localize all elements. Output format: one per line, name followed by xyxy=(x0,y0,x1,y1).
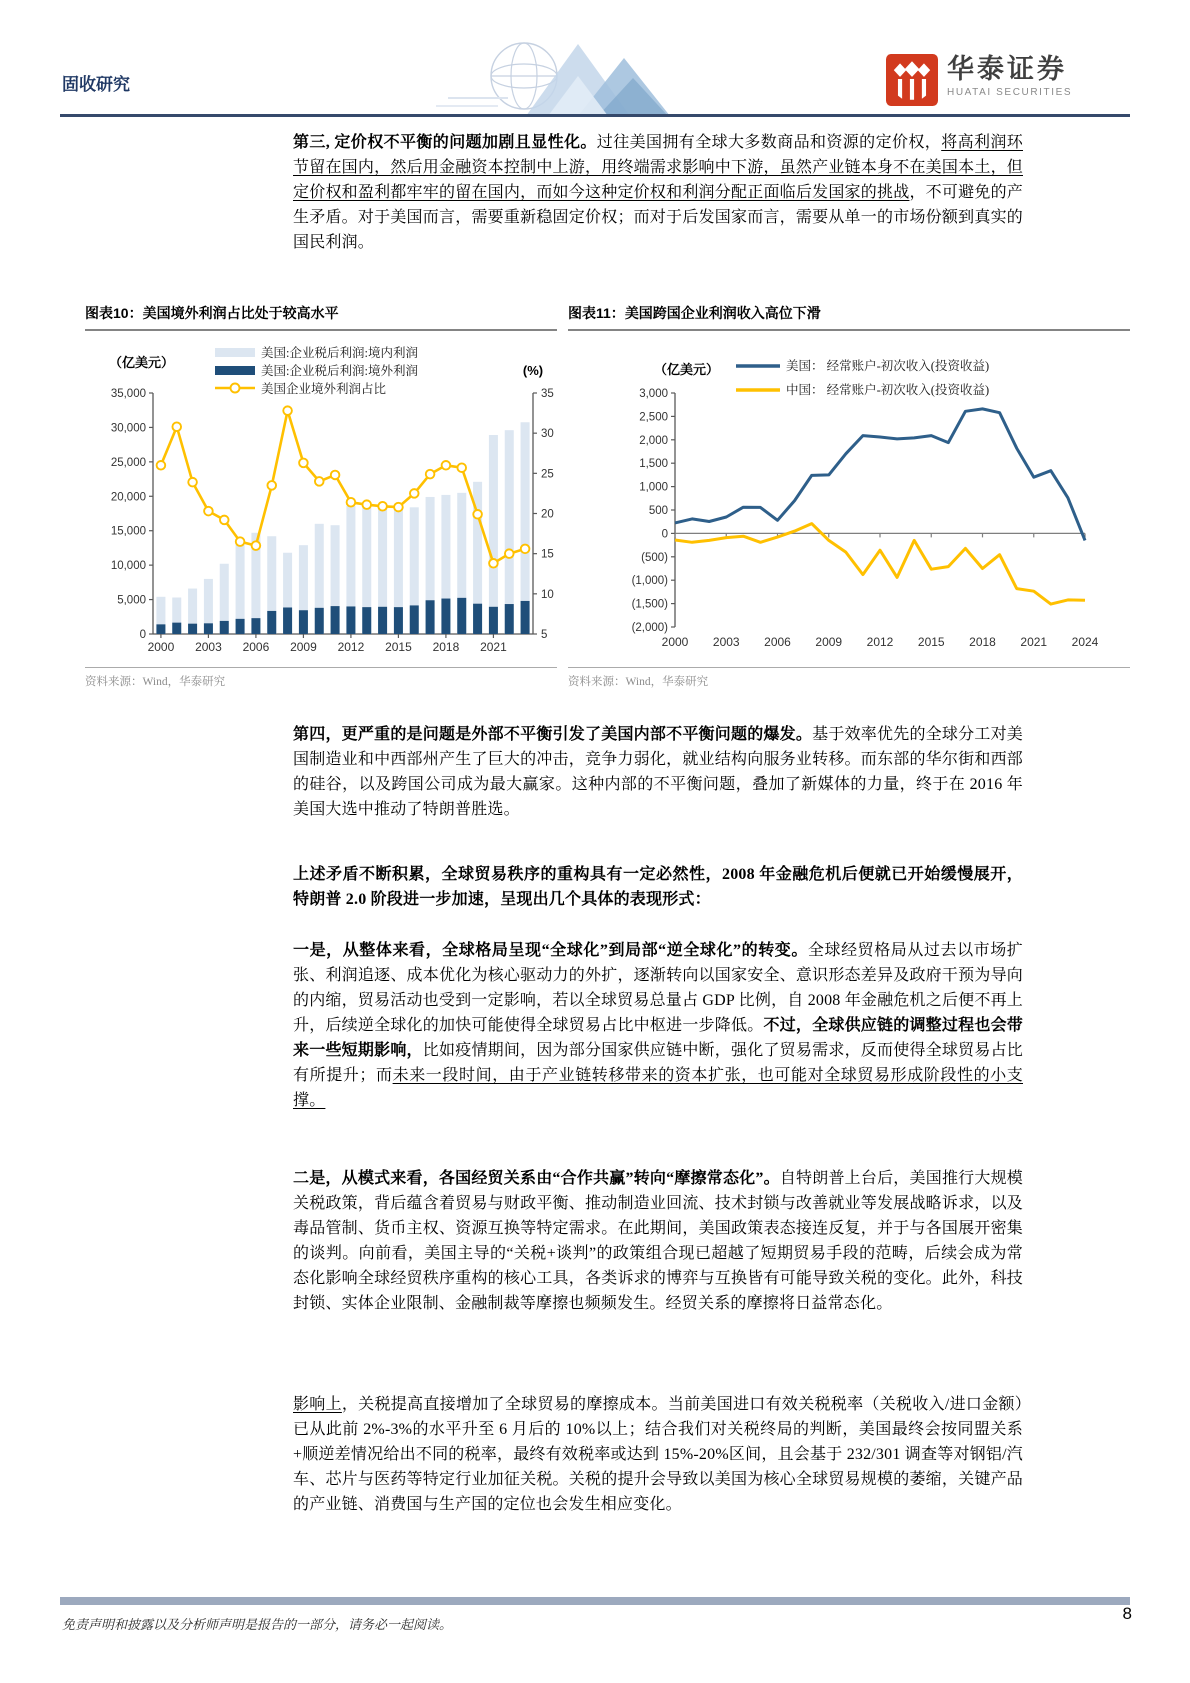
figure-10-chart xyxy=(85,331,557,667)
figure-10-label: 图表10： xyxy=(85,305,143,321)
svg-text:(2,000): (2,000) xyxy=(631,622,668,634)
figure-10-source: 资料来源：Wind，华泰研究 xyxy=(85,667,557,689)
svg-text:10,000: 10,000 xyxy=(110,560,146,573)
svg-text:2015: 2015 xyxy=(917,635,945,649)
paragraph-deglobalization xyxy=(293,938,1023,1113)
svg-text:2006: 2006 xyxy=(764,635,791,649)
svg-text:500: 500 xyxy=(648,505,668,517)
text-run: 第三, 定价权不平衡的问题加剧且显性化。 xyxy=(293,134,597,151)
report-category: 固收研究 xyxy=(62,75,130,94)
svg-text:5: 5 xyxy=(541,629,548,641)
svg-text:0: 0 xyxy=(661,528,668,541)
huatai-logo xyxy=(886,54,1072,106)
svg-text:25: 25 xyxy=(541,468,554,481)
svg-text:30,000: 30,000 xyxy=(110,422,146,435)
huatai-logo-icon xyxy=(886,54,938,106)
text-run: 第四，更严重的是问题是外部不平衡引发了美国内部不平衡问题的爆发。 xyxy=(293,726,813,743)
svg-text:2009: 2009 xyxy=(290,640,317,654)
figure-11-label: 图表11： xyxy=(568,305,625,321)
paragraph-trade-order-rebuild xyxy=(293,862,1023,912)
text-run: 影响上 xyxy=(293,1396,342,1413)
text-run: 未来一段时间，由于产业链转移带来的资本扩张，也可能对全球贸易形成阶段性的小支撑。 xyxy=(293,1067,1023,1109)
text-run: 过往美国拥有全球大多数商品和资源的定价权， xyxy=(596,134,942,151)
svg-text:1,500: 1,500 xyxy=(639,458,668,471)
svg-text:2012: 2012 xyxy=(866,635,894,649)
svg-text:10: 10 xyxy=(541,588,554,601)
svg-text:2024: 2024 xyxy=(1071,635,1099,649)
svg-text:美国:企业税后利润:境外利润: 美国:企业税后利润:境外利润 xyxy=(261,364,418,378)
logo-name-cn: 华泰证券 xyxy=(947,54,1067,84)
text-run: ，不可避免的产生矛盾。对于美国而言，需要重新稳固定价权；而对于后发国家而言，需要从单一的市场份额到真实的国民利润。 xyxy=(293,184,1023,251)
svg-text:2,000: 2,000 xyxy=(639,434,668,447)
svg-text:（亿美元）: （亿美元） xyxy=(109,355,175,370)
svg-text:1,000: 1,000 xyxy=(639,481,668,494)
svg-text:(1,500): (1,500) xyxy=(631,598,668,611)
svg-text:美国： 经常账户-初次收入(投资收益): 美国： 经常账户-初次收入(投资收益) xyxy=(786,359,990,373)
svg-text:2015: 2015 xyxy=(385,640,412,654)
footer-disclaimer: 免责声明和披露以及分析师声明是报告的一部分，请务必一起阅读。 xyxy=(62,1617,453,1632)
svg-text:2000: 2000 xyxy=(147,640,175,654)
footer-bar xyxy=(60,1597,1130,1605)
paragraph-tariff-impact xyxy=(293,1392,1023,1517)
svg-text:35,000: 35,000 xyxy=(110,388,146,400)
svg-text:美国:企业税后利润:境内利润: 美国:企业税后利润:境内利润 xyxy=(261,346,418,360)
figure-11-title: 图表11：美国跨国企业利润收入高位下滑 xyxy=(568,300,1130,331)
globe-watermark xyxy=(428,38,706,116)
text-run: 自特朗普上台后，美国推行大规模关税政策，背后蕴含着贸易与财政平衡、推动制造业回流、技术封锁与改善就业等发展战略诉求，以及毒品管制、货币主权、资源互换等特定需求。在此期间，美国政策表态接连反复，并于与各国展开密集的谈判。向前看，美国主导的“关税+谈判”的政策组合现已超越了短期贸易手段的范畴，后续会成为常态化影响全球经贸秩序重构的核心工具，各类诉求的博弈与互换皆有可能导致关税的变化。此外，科技封锁、实体企业限制、金融制裁等摩擦也频频发生。经贸关系的摩擦将日益常态化。 xyxy=(293,1170,1023,1312)
figure-11-source: 资料来源：Wind，华泰研究 xyxy=(568,667,1130,689)
svg-text:5,000: 5,000 xyxy=(117,594,146,607)
text-run: 一是，从整体来看，全球格局呈现“全球化”到局部“逆全球化”的转变。 xyxy=(293,942,808,959)
svg-text:2021: 2021 xyxy=(480,640,507,654)
svg-text:20,000: 20,000 xyxy=(110,491,146,504)
svg-text:15: 15 xyxy=(541,548,554,561)
svg-text:（亿美元）: （亿美元） xyxy=(654,362,720,377)
svg-text:中国： 经常账户-初次收入(投资收益): 中国： 经常账户-初次收入(投资收益) xyxy=(786,383,990,397)
figure-11-chart xyxy=(568,331,1130,667)
logo-name-en: HUATAI SECURITIES xyxy=(947,87,1073,98)
svg-text:2021: 2021 xyxy=(1020,635,1048,649)
page-number: 8 xyxy=(1122,1604,1132,1623)
figure-10-title: 图表10：美国境外利润占比处于较高水平 xyxy=(85,300,557,331)
text-run: 将高利润环节留在国内，然后用金融资本控制中上游，用终端需求影响中下游，虽然产业链本身不在美国本土，但定价权和盈利都牢牢的留在国内，而如今这种定价权和利润分配正面临后发国家的挑战 xyxy=(293,134,1023,201)
svg-text:35: 35 xyxy=(541,388,554,400)
header-rule xyxy=(60,114,1130,117)
svg-text:2006: 2006 xyxy=(242,640,270,654)
svg-text:25,000: 25,000 xyxy=(110,456,146,469)
svg-text:(500): (500) xyxy=(641,551,668,564)
paragraph-internal-imbalance xyxy=(293,722,1023,822)
svg-text:2018: 2018 xyxy=(969,635,996,649)
primary-income-chart xyxy=(568,331,1130,667)
svg-text:3,000: 3,000 xyxy=(639,388,668,400)
paragraph-friction-normalization xyxy=(293,1166,1023,1316)
svg-text:20: 20 xyxy=(541,508,554,521)
svg-text:(1,000): (1,000) xyxy=(631,575,668,588)
svg-text:15,000: 15,000 xyxy=(110,525,146,538)
text-run: 上述矛盾不断积累，全球贸易秩序的重构具有一定必然性，2008 年金融危机后便就已开始缓慢展开，特朗普 2.0 阶段进一步加速，呈现出几个具体的表现形式： xyxy=(293,866,1023,908)
svg-text:美国企业境外利润占比: 美国企业境外利润占比 xyxy=(261,382,387,396)
text-run: 基于效率优先的全球分工对美国制造业和中西部州产生了巨大的冲击，竞争力弱化，就业结构向服务业转移。而东部的华尔街和西部的硅谷，以及跨国公司成为最大赢家。这种内部的不平衡问题，叠加了新媒体的力量，终于在 2016 年美国大选中推动了特朗普胜选。 xyxy=(293,726,1023,818)
svg-text:2009: 2009 xyxy=(815,635,843,649)
text-run: 比如疫情期间，因为部分国家供应链中断，强化了贸易需求，反而使得全球贸易占比有所提升；而 xyxy=(293,1042,1023,1084)
svg-text:2018: 2018 xyxy=(432,640,460,654)
text-run: 不过，全球供应链的调整过程也会带来一些短期影响， xyxy=(293,1017,1023,1059)
svg-text:2003: 2003 xyxy=(712,635,740,649)
figure-10 xyxy=(85,300,557,689)
text-run: ，关税提高直接增加了全球贸易的摩擦成本。当前美国进口有效关税税率（关税收入/进口金额）已从此前 2%-3%的水平升至 6 月后的 10%以上；结合我们对关税终局的判断，美国最终会按同盟关系+顺逆差情况给出不同的税率，最终有效税率或达到 15%-20%区间，且会基于 232/301 调查等对钢铝/汽车、芯片与医药等特定行业加征关税。关税的提升会导致以美国为核心全球贸易规模的萎缩，关键产品的产业链、消费国与生产国的定位也会发生相应变化。 xyxy=(293,1396,1023,1513)
svg-text:0: 0 xyxy=(139,629,146,641)
profit-share-chart xyxy=(85,331,557,667)
text-run: 全球经贸格局从过去以市场扩张、利润追逐、成本优化为核心驱动力的外扩，逐渐转向以国家安全、意识形态差异及政府干预为导向的内缩，贸易活动也受到一定影响，若以全球贸易总量占 GDP 比例，自 2008 年金融危机之后便不再上升，后续逆全球化的加快可能使得全球贸易占比中枢进一步降低。 xyxy=(293,942,1023,1034)
svg-text:30: 30 xyxy=(541,428,554,441)
svg-text:2,500: 2,500 xyxy=(639,411,668,424)
svg-text:2000: 2000 xyxy=(661,635,689,649)
svg-text:2003: 2003 xyxy=(195,640,222,654)
svg-text:2012: 2012 xyxy=(337,640,365,654)
figure-11 xyxy=(568,300,1130,689)
paragraph-pricing-power xyxy=(293,130,1023,255)
text-run: 二是，从模式来看，各国经贸关系由“合作共赢”转向“摩擦常态化”。 xyxy=(293,1170,780,1187)
svg-text:(%): (%) xyxy=(522,363,544,378)
